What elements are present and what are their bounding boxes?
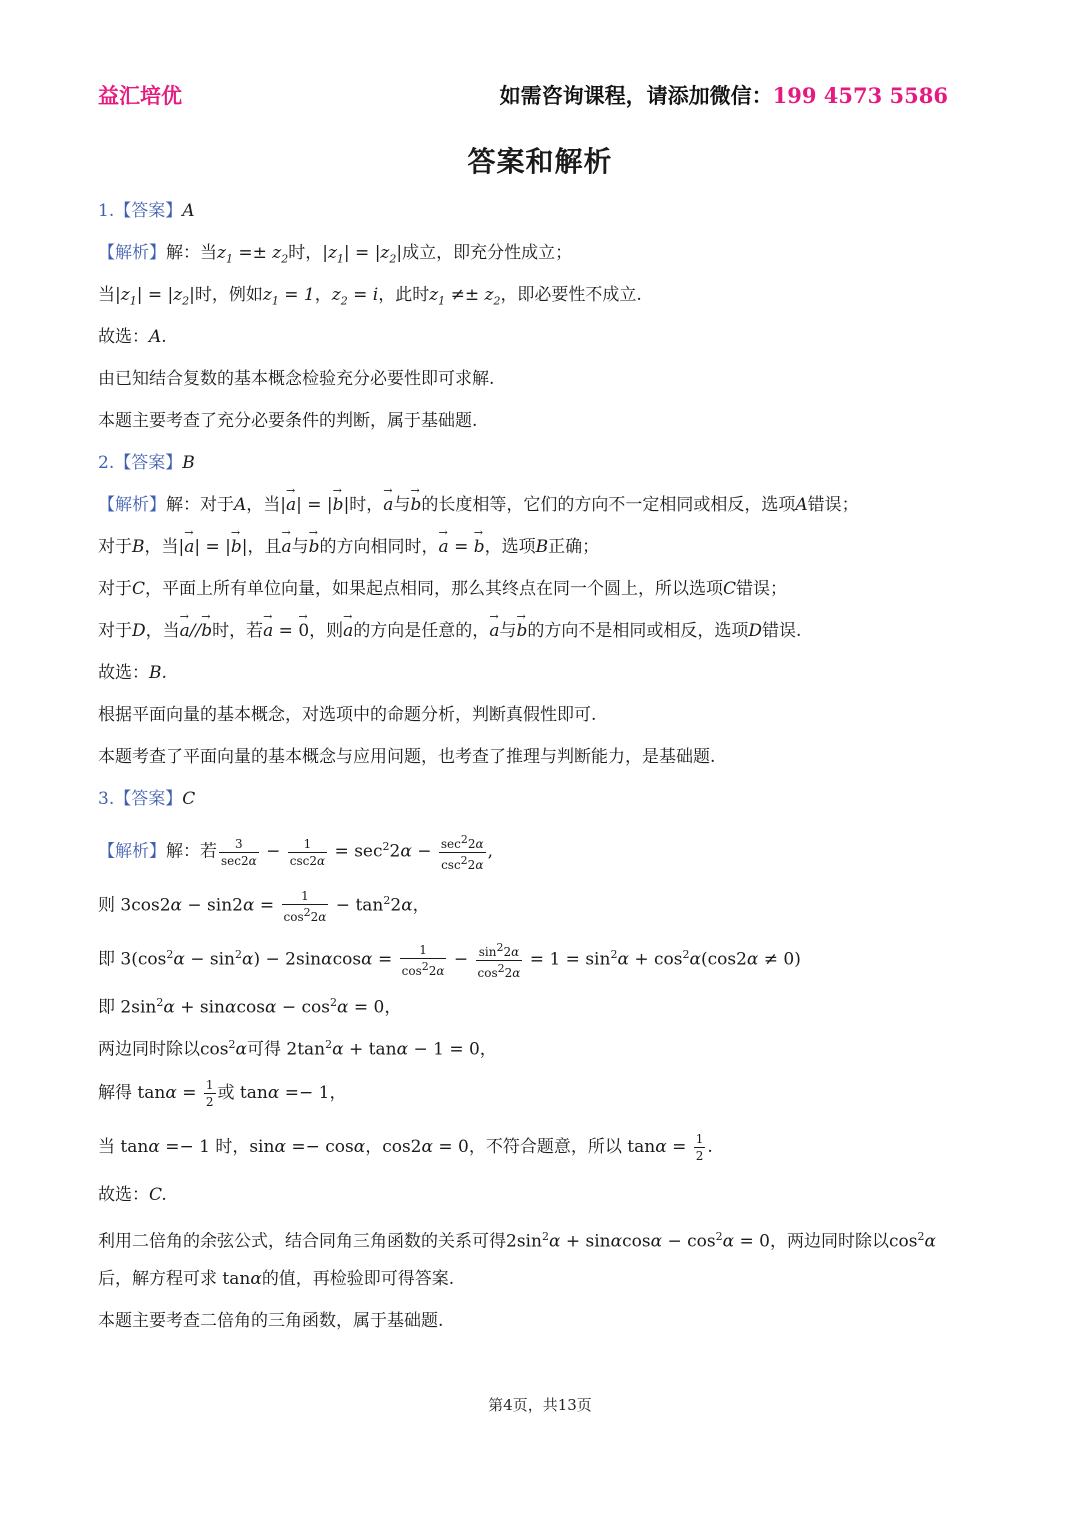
q2-analysis-line1: 【解析】解：对于A，当|→ a| = |→ b|时，→ a与→ b的长度相等，它们的方向不一定相同或相反，选项A错误； — [98, 484, 988, 526]
page-title: 答案和解析 — [467, 145, 613, 178]
q1-analysis-line1: 【解析】解：当$z_1 =\pm z_2$时，$|z_1| = |z_2|$成立，即充分性成立； — [98, 243, 573, 266]
q1-method: 由已知结合复数的基本概念检验充分必要性即可求解. — [98, 369, 495, 389]
q2-summary: 本题考查了平面向量的基本概念与应用问题，也考查了推理与判断能力，是基础题. — [98, 747, 716, 767]
q2-analysis-line4: 对于D，当→ a//→ b时，若→ a = → 0，则→ a的方向是任意的，→ a与→ b的方向不是相同或相反，选项D错误. — [98, 610, 988, 652]
q3-choice: 故选：C. — [98, 1185, 167, 1205]
q2-method: 根据平面向量的基本概念，对选项中的命题分析，判断真假性即可. — [98, 705, 597, 725]
q2-choice: 故选：B. — [98, 663, 167, 683]
q3-method-line1: 利用二倍角的余弦公式，结合同角三角函数的关系可得$2\sin^2\alpha + \sin\alpha\cos\alpha - \cos^2\alpha = 0$，两边同时除以$\cos^2\alpha$ — [98, 1230, 936, 1252]
q1-summary: 本题主要考查了充分必要条件的判断，属于基础题. — [98, 411, 478, 431]
q1-choice: 故选：A. — [98, 327, 167, 347]
q3-analysis-line7: 当 tanα =− 1 时，sinα =− cosα，cos2α = 0，不符合题意，所以 tanα = $\frac{1}{2}$ . — [98, 1132, 713, 1163]
q2-analysis-line3: 对于C，平面上所有单位向量，如果起点相同，那么其终点在同一个圆上，所以选项C错误； — [98, 579, 788, 599]
q3-analysis-line3: 即 $3(\cos^2\alpha - \sin^2\alpha) - 2\sin\alpha\cos\alpha$ = $\frac{1}{\cos^22\alpha}$ − $\frac{\sin^22\alpha}{\cos^22\alpha}$ = $1 = \sin^2\alpha + \cos^2\alpha(\cos 2\alpha \ne 0)$ — [98, 940, 801, 980]
q3-analysis-line5: 两边同时除以$\cos^2\alpha$可得 $2\tan^2\alpha + \tan\alpha - 1 = 0$， — [98, 1038, 497, 1060]
page-footer: 第4页，共13页 — [488, 1396, 592, 1414]
q2-analysis-line2: 对于B，当|→ a| = |→ b|，且→ a与→ b的方向相同时，→ a = → b，选项B正确； — [98, 526, 988, 568]
q3-summary: 本题主要考查二倍角的三角函数，属于基础题. — [98, 1311, 444, 1331]
q2-answer: 2.【答案】B — [98, 453, 195, 473]
contact-info — [500, 80, 948, 110]
q3-analysis-line6: 解得 tanα = $\frac{1}{2}$ 或 tanα =− 1， — [98, 1078, 347, 1109]
q1-analysis-line2: 当$|z_1| = |z_2|$时，例如$z_1 = 1$，$z_2 = i$，此时$z_1 \ne\pm z_2$，即必要性不成立. — [98, 285, 642, 308]
page-header — [98, 78, 948, 112]
q1-answer: 1.【答案】A — [98, 201, 195, 221]
q3-analysis-line1: 【解析】解：若 $\frac{3}{\sec 2\alpha}$ − $\frac{1}{\csc 2\alpha}$ = $\sec^22\alpha$ − $\frac{\sec^22\alpha}{\csc^22\alpha}$ , — [98, 832, 494, 872]
answer-content — [98, 190, 988, 1342]
q3-method-line2: 后，解方程可求 tanα的值，再检验即可得答案. — [98, 1269, 455, 1289]
contact-label: 如需咨询课程，请添加微信： — [499, 83, 773, 108]
q3-answer: 3.【答案】C — [98, 789, 196, 809]
q3-analysis-line2: 则 3cos2α − sin2α = $\frac{1}{\cos^22\alpha}$ − $\tan^22\alpha$， — [98, 888, 430, 924]
brand-name: 益汇培优 — [98, 83, 182, 108]
contact-phone: 199 4573 5586 — [772, 83, 948, 108]
q3-analysis-line4: 即 $2\sin^2\alpha + \sin\alpha\cos\alpha - \cos^2\alpha = 0$， — [98, 996, 402, 1018]
